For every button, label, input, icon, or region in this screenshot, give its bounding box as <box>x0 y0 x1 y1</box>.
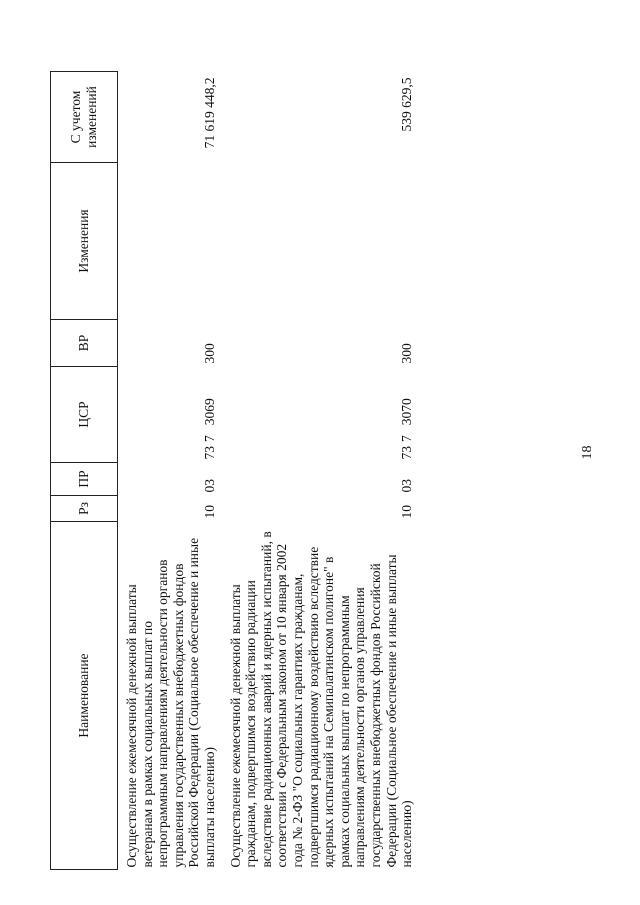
row-csr-direction: 3069 <box>201 398 217 426</box>
row-pr: 03 <box>399 479 415 493</box>
table-row <box>118 72 222 870</box>
row-rz: 10 <box>399 505 415 519</box>
row-with-changes: 71 619 448,2 <box>201 77 217 149</box>
table-row <box>222 72 419 870</box>
header-name: Наименование <box>51 522 118 870</box>
row-rz: 10 <box>201 505 217 519</box>
table-header-row <box>51 72 118 870</box>
header-changes: Изменения <box>51 163 118 320</box>
row-changes <box>118 163 222 320</box>
header-vr: ВР <box>51 320 118 367</box>
row-vr: 300 <box>399 343 415 364</box>
row-name: Осуществление ежемесячной денежной выплаты гражданам, подвергшимся воздействию радиации вследствие радиационных аварий и ядерных испытаний, в соответствии с Федеральным законом от 10 января 2002 года № 2-ФЗ "О социальных гарантиях гражданам, подвергшимся радиационному воздействию вследствие ядерных испытаний на Семипалатинском полигоне" в рамках социальных выплат по непрограммным направлениям деятельности органов управления государственных внебюджетных фондов Российской Федерации (Социальное обеспечение и иные выплаты населению) <box>227 531 415 868</box>
row-with-changes: 539 629,5 <box>399 77 415 132</box>
row-csr-subprogram: 7 <box>201 435 217 442</box>
row-csr <box>118 367 222 463</box>
header-with-changes: С учетом изменений <box>51 72 118 163</box>
row-csr-direction: 3070 <box>399 398 415 426</box>
row-csr-subprogram: 7 <box>399 435 415 442</box>
header-rz: Рз <box>51 496 118 522</box>
row-vr: 300 <box>201 343 217 364</box>
row-pr: 03 <box>201 479 217 493</box>
header-csr: ЦСР <box>51 367 118 463</box>
row-csr <box>222 367 419 463</box>
header-pr: ПР <box>51 463 118 496</box>
row-csr-program: 73 <box>201 446 217 460</box>
row-name: Осуществление ежемесячной денежной выплаты ветеранам в рамках социальных выплат по непрограммным направлениям деятельности органов управления государственных внебюджетных фондов Российской Федерации (Социальное обеспечение и иные выплаты населению) <box>124 537 217 868</box>
row-csr-program: 73 <box>399 446 415 460</box>
page-number: 18 <box>580 445 595 460</box>
row-changes <box>222 163 419 320</box>
budget-table <box>50 71 419 870</box>
